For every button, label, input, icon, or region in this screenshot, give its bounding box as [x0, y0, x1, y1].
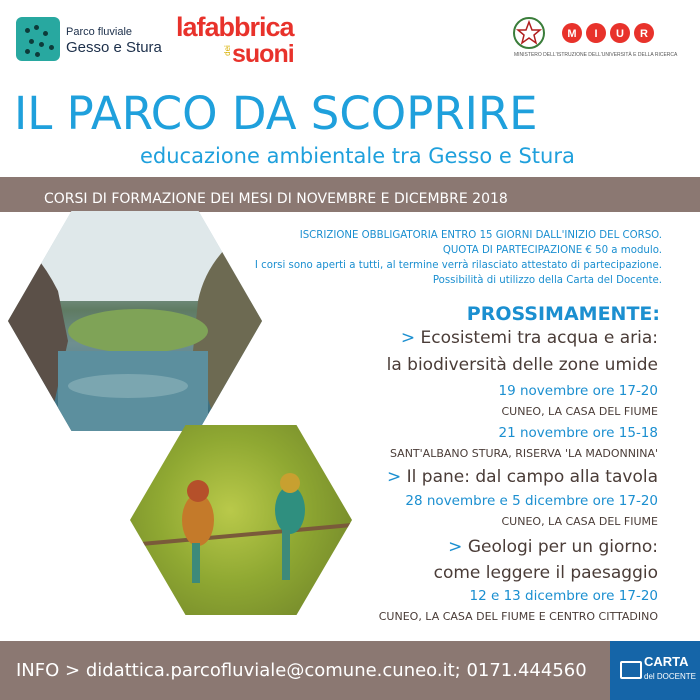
- arrow-icon: >: [448, 537, 463, 557]
- fabbrica-logo-line1: lafabbrica: [176, 12, 294, 42]
- course-3-date1: 12 e 13 dicembre ore 17-20: [469, 588, 658, 604]
- course-2-place1: CUNEO, LA CASA DEL FIUME: [501, 515, 658, 528]
- course-1-date1: 19 novembre ore 17-20: [498, 383, 658, 399]
- park-logo-line2: Gesso e Stura: [66, 39, 162, 56]
- course-3-title-line1: > Geologi per un giorno:: [448, 537, 658, 557]
- page-subtitle: educazione ambientale tra Gesso e Stura: [140, 144, 575, 168]
- info-line: ISCRIZIONE OBBLIGATORIA ENTRO 15 GIORNI DALL'INIZIO DEL CORSO.: [299, 230, 662, 241]
- prossimamente-heading: PROSSIMAMENTE:: [466, 303, 660, 325]
- park-logo-text: [66, 24, 162, 56]
- course-3-title-line2: come leggere il paesaggio: [433, 563, 658, 583]
- info-block: [255, 228, 662, 288]
- card-icon: [620, 661, 642, 679]
- course-1-place1: CUNEO, LA CASA DEL FIUME: [501, 405, 658, 418]
- ministero-text: MINISTERO DELL'ISTRUZIONE DELL'UNIVERSITÀ E DELLA RICERCA: [514, 52, 678, 58]
- fabbrica-logo-della: dei: [222, 45, 232, 56]
- info-line: I corsi sono aperti a tutti, al termine verrà rilasciato attestato di partecipazione.: [254, 260, 662, 271]
- carta-line1: CARTA: [644, 654, 689, 669]
- course-1-place2: SANT'ALBANO STURA, RISERVA 'LA MADONNINA': [389, 447, 658, 460]
- park-logo-line1: Parco fluviale: [66, 26, 133, 38]
- info-line: Possibilità di utilizzo della Carta del Docente.: [432, 275, 662, 286]
- bird-photo: [130, 425, 352, 615]
- italian-emblem-icon: [512, 16, 546, 50]
- footer-contact[interactable]: INFO > didattica.parcofluviale@comune.cuneo.it; 0171.444560: [16, 660, 587, 681]
- course-2-date1: 28 novembre e 5 dicembre ore 17-20: [405, 493, 658, 509]
- info-line: QUOTA DI PARTECIPAZIONE € 50 a modulo.: [442, 245, 662, 256]
- svg-text:R: R: [640, 28, 648, 40]
- course-3-place1: CUNEO, LA CASA DEL FIUME E CENTRO CITTADINO: [378, 610, 658, 623]
- svg-text:M: M: [567, 28, 577, 40]
- carta-line2: del DOCENTE: [644, 672, 697, 681]
- park-logo-icon: [16, 17, 60, 61]
- course-1-date2: 21 novembre ore 15-18: [498, 425, 658, 441]
- course-1-title-line2: la biodiversità delle zone umide: [386, 355, 658, 375]
- miur-logo-icon: [562, 18, 658, 48]
- page-title: IL PARCO DA SCOPRIRE: [14, 87, 538, 140]
- band-heading: CORSI DI FORMAZIONE DEI MESI DI NOVEMBRE E DICEMBRE 2018: [44, 191, 508, 207]
- svg-text:I: I: [594, 28, 598, 40]
- course-2-title-line1: > Il pane: dal campo alla tavola: [387, 467, 658, 487]
- svg-text:U: U: [616, 28, 624, 40]
- course-1-title-line1: > Ecosistemi tra acqua e aria:: [400, 328, 658, 348]
- fabbrica-logo-line2: suoni: [232, 40, 294, 68]
- river-photo: [8, 211, 262, 431]
- arrow-icon: >: [387, 467, 402, 487]
- arrow-icon: >: [400, 328, 416, 348]
